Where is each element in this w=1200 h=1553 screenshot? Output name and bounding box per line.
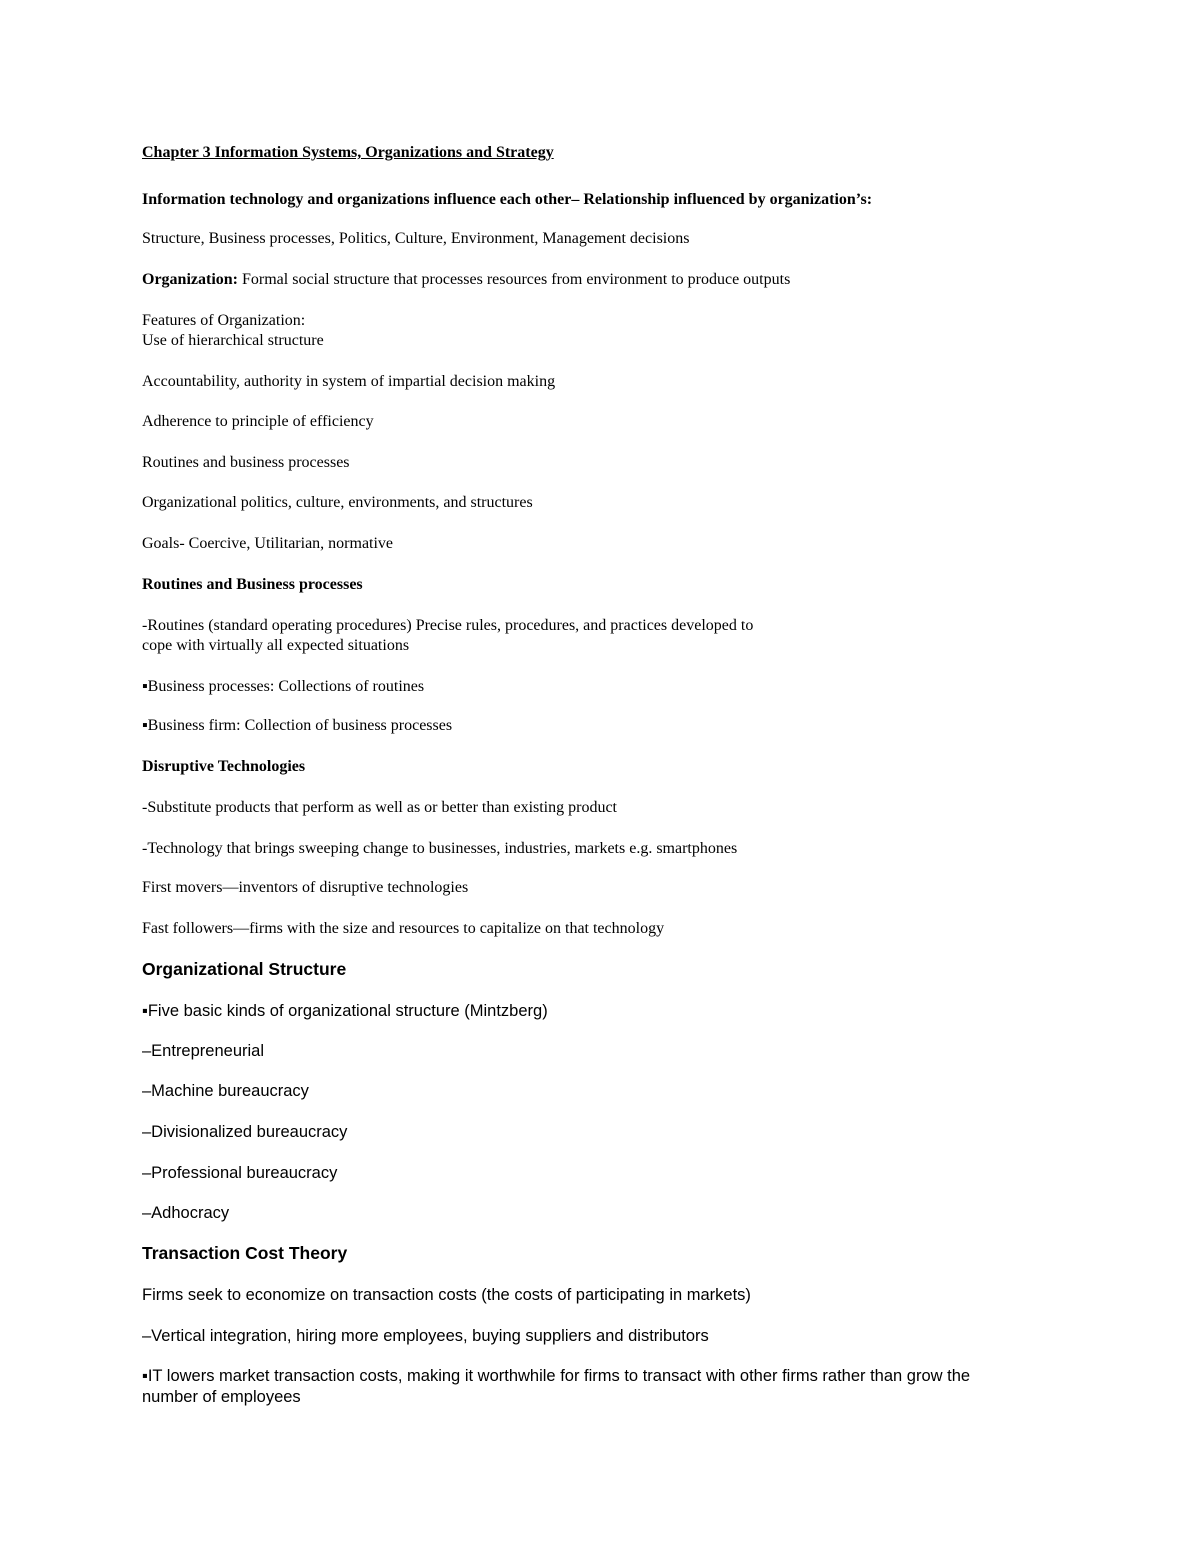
org-structure-item: –Professional bureaucracy xyxy=(142,1164,338,1182)
org-structure-item: ▪Five basic kinds of organizational structure (Mintzberg) xyxy=(142,1002,548,1020)
disruptive-item: -Technology that brings sweeping change to businesses, industries, markets e.g. smartphones xyxy=(142,840,738,857)
document-title: Chapter 3 Information Systems, Organizations and Strategy xyxy=(142,144,554,161)
intro-heading: Information technology and organizations influence each other– Relationship influenced by organization’s: xyxy=(142,191,873,208)
org-structure-item: –Adhocracy xyxy=(142,1204,230,1222)
features-heading: Features of Organization: xyxy=(142,312,306,329)
transaction-item: number of employees xyxy=(142,1388,301,1406)
disruptive-heading: Disruptive Technologies xyxy=(142,758,306,775)
org-structure-heading: Organizational Structure xyxy=(142,959,347,979)
transaction-item: –Vertical integration, hiring more employees, buying suppliers and distributors xyxy=(142,1327,709,1345)
transaction-item: ▪IT lowers market transaction costs, making it worthwhile for firms to transact with other firms rather than grow the xyxy=(142,1367,971,1385)
routines-heading: Routines and Business processes xyxy=(142,576,363,593)
routines-line: -Routines (standard operating procedures) Precise rules, procedures, and practices developed to xyxy=(142,617,754,634)
organization-term: Organization: xyxy=(142,271,238,288)
feature-item: Accountability, authority in system of impartial decision making xyxy=(142,373,556,390)
disruptive-item: Fast followers—firms with the size and resources to capitalize on that technology xyxy=(142,920,665,937)
org-structure-item: –Entrepreneurial xyxy=(142,1042,264,1060)
routines-line: cope with virtually all expected situations xyxy=(142,637,410,654)
feature-item: Goals- Coercive, Utilitarian, normative xyxy=(142,535,394,552)
routines-item: ▪Business processes: Collections of routines xyxy=(142,678,425,695)
transaction-heading: Transaction Cost Theory xyxy=(142,1243,348,1263)
org-structure-item: –Machine bureaucracy xyxy=(142,1082,309,1100)
feature-item: Adherence to principle of efficiency xyxy=(142,413,374,430)
intro-list: Structure, Business processes, Politics, Culture, Environment, Management decisions xyxy=(142,230,690,247)
routines-item: ▪Business firm: Collection of business processes xyxy=(142,717,453,734)
disruptive-item: -Substitute products that perform as well as or better than existing product xyxy=(142,799,617,816)
feature-item: Use of hierarchical structure xyxy=(142,332,324,349)
transaction-item: Firms seek to economize on transaction costs (the costs of participating in markets) xyxy=(142,1286,751,1304)
org-structure-item: –Divisionalized bureaucracy xyxy=(142,1123,348,1141)
organization-definition xyxy=(142,270,790,290)
organization-def-text: Formal social structure that processes resources from environment to produce outputs xyxy=(238,271,791,288)
feature-item: Organizational politics, culture, environments, and structures xyxy=(142,494,533,511)
disruptive-item: First movers—inventors of disruptive technologies xyxy=(142,879,469,896)
feature-item: Routines and business processes xyxy=(142,454,350,471)
